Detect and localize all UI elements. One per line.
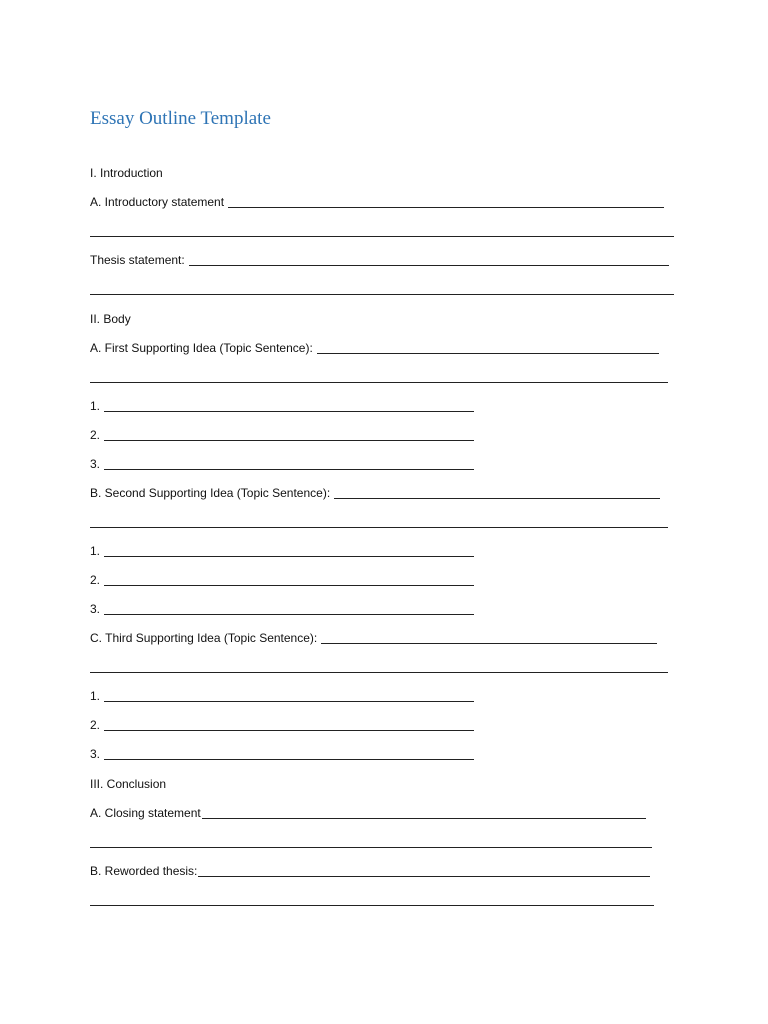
second-supporting-idea-field[interactable]: B. Second Supporting Idea (Topic Sentence): [90, 482, 660, 502]
introductory-statement-line[interactable] [228, 207, 664, 208]
first-idea-detail-1[interactable]: 1. [90, 395, 474, 415]
second-idea-detail-3[interactable]: 3. [90, 598, 474, 618]
reworded-thesis-line[interactable] [198, 876, 650, 877]
second-supporting-idea-line[interactable] [334, 498, 660, 499]
conclusion-heading: III. Conclusion [90, 777, 167, 791]
third-supporting-idea-line[interactable] [321, 643, 657, 644]
first-supporting-idea-line[interactable] [317, 353, 659, 354]
first-supporting-idea-line-2[interactable] [90, 382, 668, 383]
third-supporting-idea-continuation[interactable] [90, 656, 668, 676]
introductory-statement-field[interactable]: A. Introductory statement [90, 191, 664, 211]
first-supporting-idea-field[interactable]: A. First Supporting Idea (Topic Sentence): [90, 337, 659, 357]
second-idea-detail-2[interactable]: 2. [90, 569, 474, 589]
third-idea-detail-2[interactable]: 2. [90, 714, 474, 734]
body-heading: II. Body [90, 312, 131, 326]
closing-statement-field[interactable]: A. Closing statement [90, 802, 646, 822]
reworded-thesis-continuation[interactable] [90, 889, 654, 909]
thesis-statement-line[interactable] [189, 265, 669, 266]
closing-statement-continuation[interactable] [90, 831, 652, 851]
third-idea-detail-1-line[interactable] [104, 701, 474, 702]
third-idea-detail-3[interactable]: 3. [90, 743, 474, 763]
reworded-thesis-field[interactable]: B. Reworded thesis: [90, 860, 650, 880]
second-supporting-idea-line-2[interactable] [90, 527, 668, 528]
reworded-thesis-line-2[interactable] [90, 905, 654, 906]
page-title: Essay Outline Template [90, 108, 271, 129]
first-idea-detail-3-line[interactable] [104, 469, 474, 470]
second-idea-detail-3-line[interactable] [104, 614, 474, 615]
introductory-statement-continuation[interactable] [90, 220, 674, 240]
thesis-statement-continuation[interactable] [90, 278, 674, 298]
first-idea-detail-3[interactable]: 3. [90, 453, 474, 473]
second-supporting-idea-continuation[interactable] [90, 511, 668, 531]
third-idea-detail-2-line[interactable] [104, 730, 474, 731]
third-idea-detail-1[interactable]: 1. [90, 685, 474, 705]
second-idea-detail-1[interactable]: 1. [90, 540, 474, 560]
second-idea-detail-2-line[interactable] [104, 585, 474, 586]
first-idea-detail-2[interactable]: 2. [90, 424, 474, 444]
third-idea-detail-3-line[interactable] [104, 759, 474, 760]
first-idea-detail-2-line[interactable] [104, 440, 474, 441]
closing-statement-line-2[interactable] [90, 847, 652, 848]
third-supporting-idea-line-2[interactable] [90, 672, 668, 673]
closing-statement-line[interactable] [202, 818, 646, 819]
third-supporting-idea-field[interactable]: C. Third Supporting Idea (Topic Sentence): [90, 627, 657, 647]
first-idea-detail-1-line[interactable] [104, 411, 474, 412]
thesis-statement-line-2[interactable] [90, 294, 674, 295]
thesis-statement-field[interactable]: Thesis statement: [90, 249, 669, 269]
introduction-heading: I. Introduction [90, 166, 163, 180]
first-supporting-idea-continuation[interactable] [90, 366, 668, 386]
second-idea-detail-1-line[interactable] [104, 556, 474, 557]
introductory-statement-line-2[interactable] [90, 236, 674, 237]
